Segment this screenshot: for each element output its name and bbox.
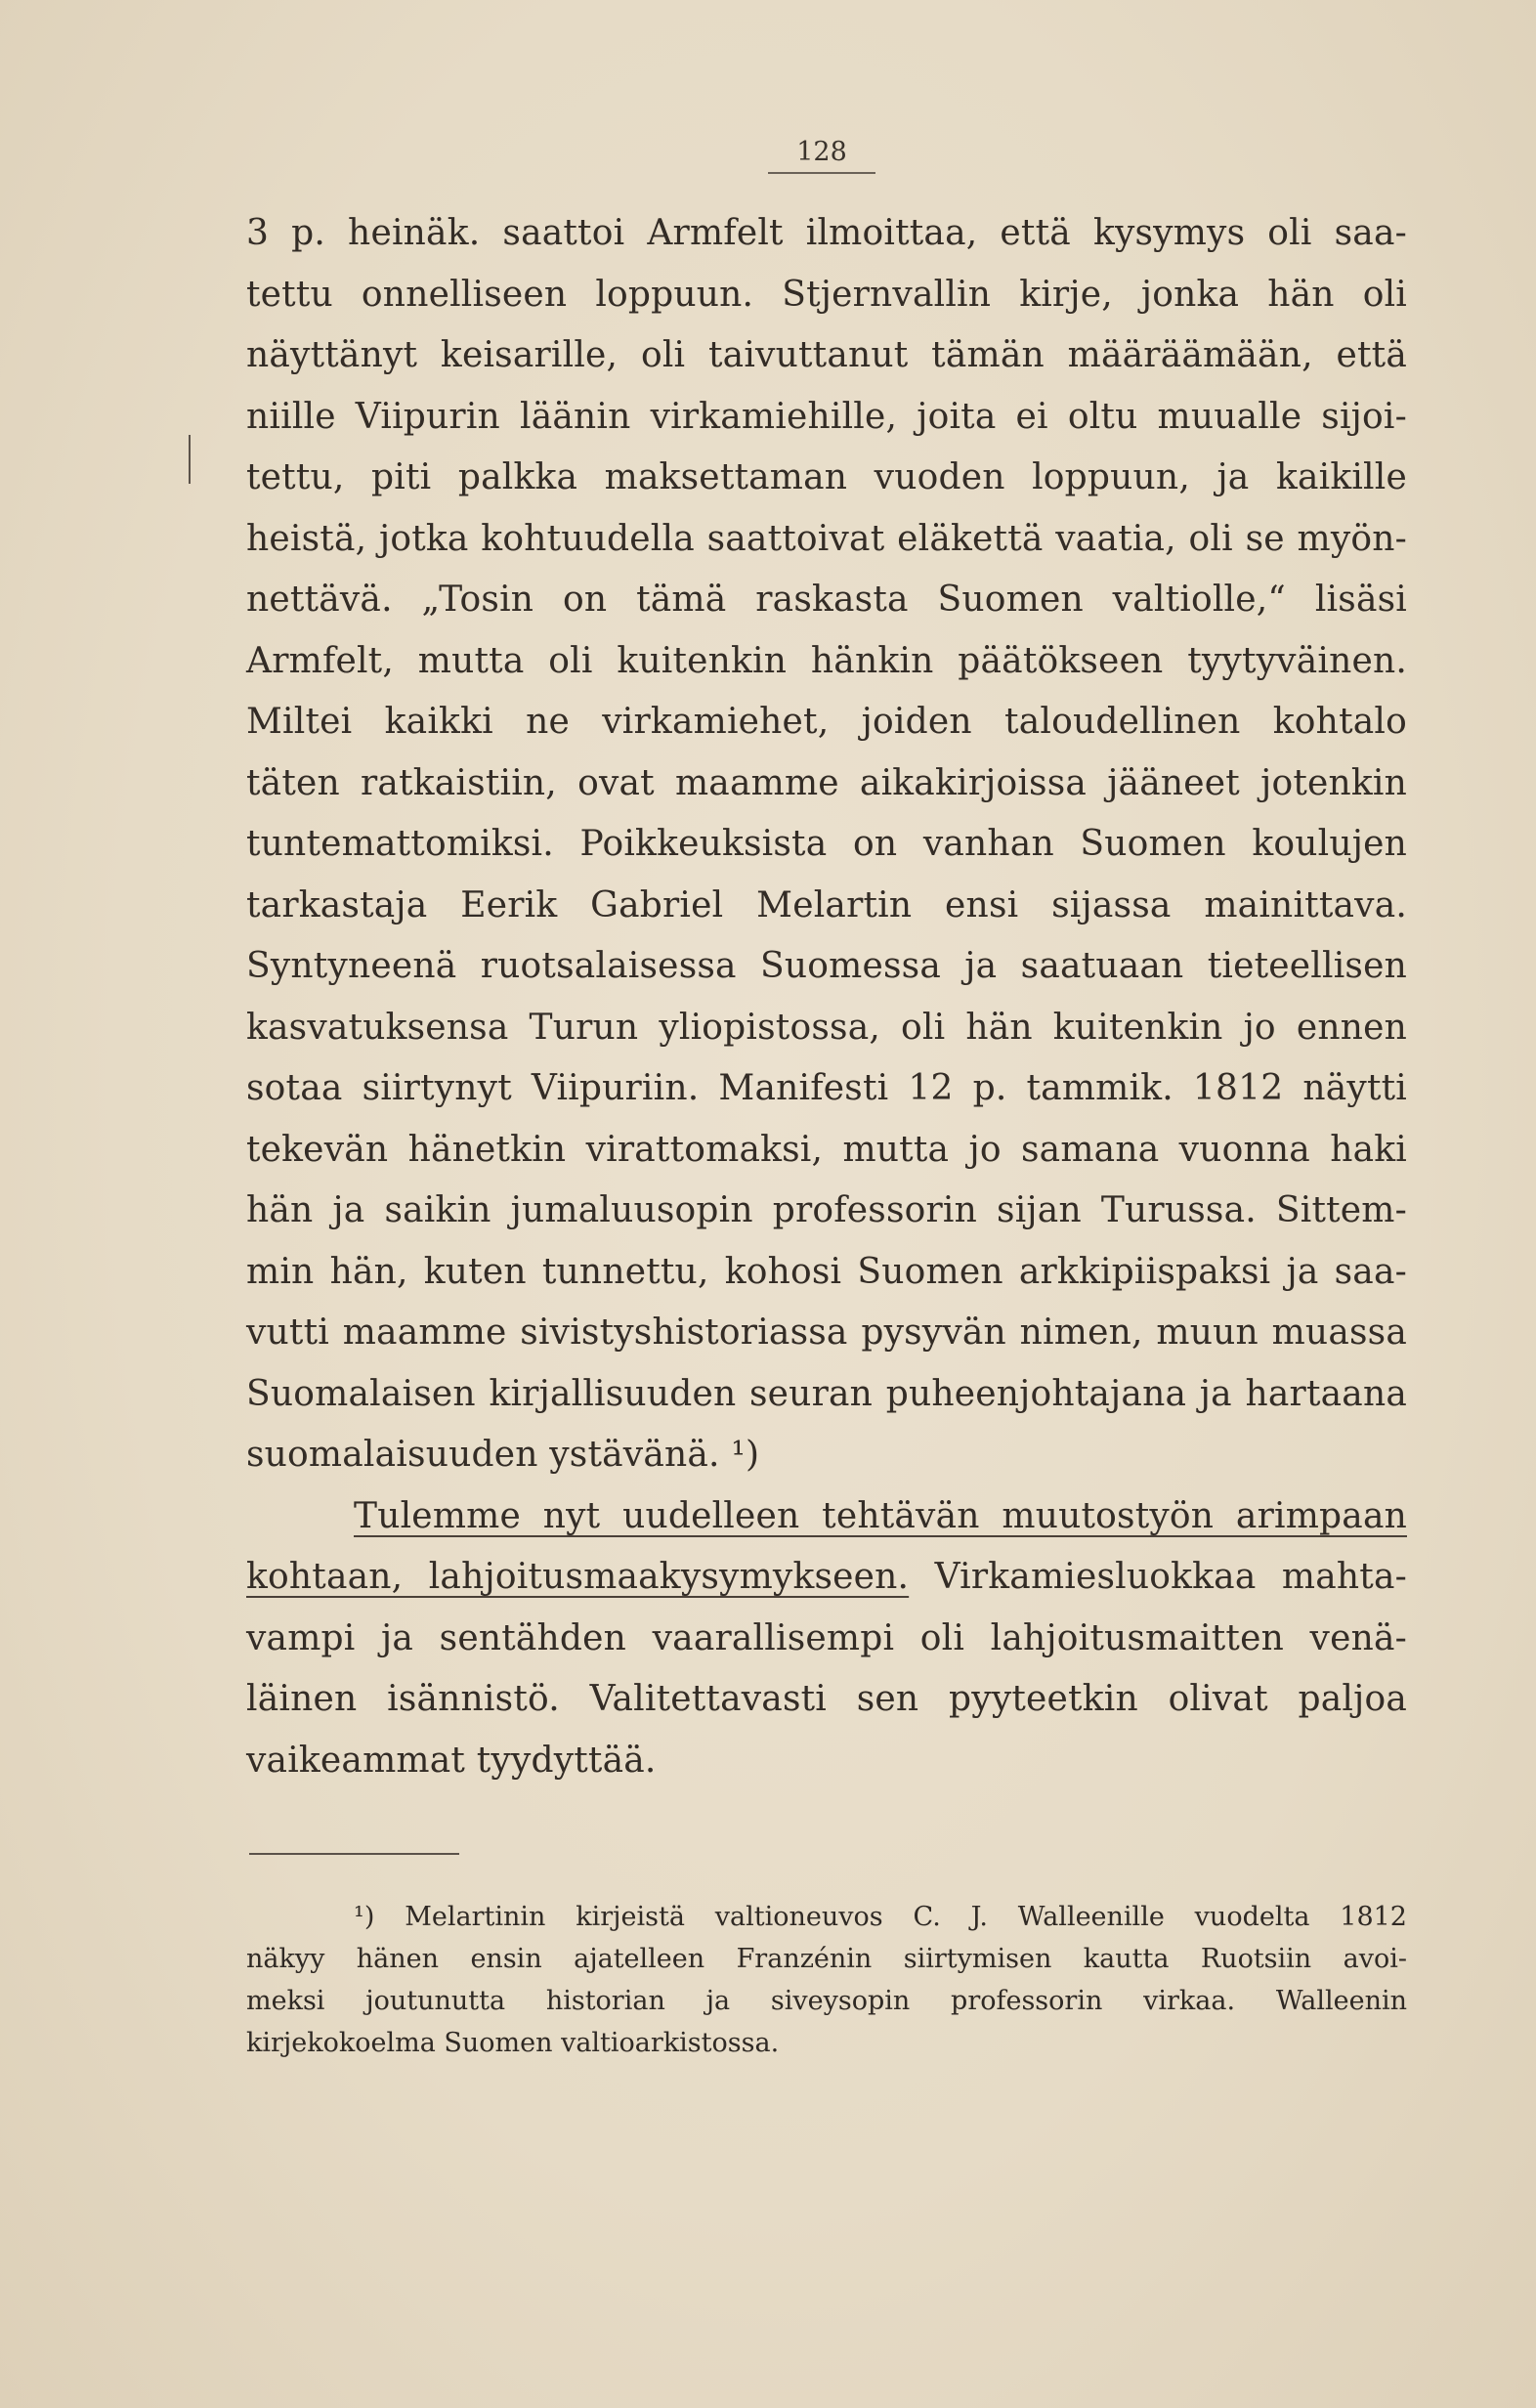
text-line-3: näyttänyt keisarille, oli taivuttanut tämän määräämään, että (246, 335, 1407, 375)
text-line-8: Armfelt, mutta oli kuitenkin hänkin päätökseen tyytyväinen. (246, 640, 1407, 681)
page-number: 128 (796, 137, 847, 167)
text-line-11: tuntemattomiksi. Poikkeuksista on vanhan Suomen koulujen (246, 824, 1407, 864)
text-line-13: Syntyneenä ruotsalaisessa Suomessa ja saatuaan tieteellisen (246, 946, 1407, 986)
paragraph2-line-1-text: Tulemme nyt uudelleen tehtävän muutostyön arimpaan (354, 1495, 1407, 1536)
text-line-17: hän ja saikin jumaluusopin professorin sijan Turussa. Sittem- (246, 1190, 1407, 1230)
text-line-19: vutti maamme sivistyshistoriassa pysyvän nimen, muun muassa (246, 1312, 1407, 1353)
text-line-2: tettu onnelliseen loppuun. Stjernvallin kirje, jonka hän oli (246, 274, 1407, 315)
text-line-14: kasvatuksensa Turun yliopistossa, oli hän kuitenkin jo ennen (246, 1007, 1407, 1048)
paragraph2-line-5: vaikeammat tyydyttää. (246, 1740, 657, 1781)
text-line-18: min hän, kuten tunnettu, kohosi Suomen arkkipiispaksi ja saa- (246, 1251, 1407, 1292)
footnote-line-1: ¹) Melartinin kirjeistä valtioneuvos C. J. Walleenille vuodelta 1812 (354, 1902, 1407, 1932)
text-line-15: sotaa siirtynyt Viipuriin. Manifesti 12 p. tammik. 1812 näytti (246, 1068, 1407, 1108)
underlined-phrase: kohtaan, lahjoitusmaakysymykseen. (246, 1557, 910, 1597)
paragraph2-line-1 (246, 1486, 1407, 1548)
text-line-21: suomalaisuuden ystävänä. ¹) (246, 1435, 760, 1475)
body-text (246, 203, 1407, 1791)
page-number-rule (768, 172, 875, 174)
text-line-10: täten ratkaistiin, ovat maamme aikakirjoissa jääneet jotenkin (246, 762, 1407, 803)
paragraph2-line-4: läinen isännistö. Valitettavasti sen pyyteetkin olivat paljoa (246, 1679, 1407, 1719)
footnote-rule (249, 1853, 459, 1855)
footnote-line-4: kirjekokoelma Suomen valtioarkistossa. (246, 2028, 780, 2058)
text-line-4: niille Viipurin läänin virkamiehille, joita ei oltu muualle sijoi- (246, 396, 1407, 437)
paragraph2-line-3: vampi ja sentähden vaarallisempi oli lahjoitusmaitten venä- (246, 1617, 1407, 1658)
text-line-12: tarkastaja Eerik Gabriel Melartin ensi sijassa mainittava. (246, 884, 1407, 925)
text-line-1: 3 p. heinäk. saattoi Armfelt ilmoittaa, että kysymys oli saa- (246, 213, 1407, 253)
text-line-6: heistä, jotka kohtuudella saattoivat eläkettä vaatia, oli se myön- (246, 518, 1407, 559)
text-line-5: tettu, piti palkka maksettaman vuoden loppuun, ja kaikille (246, 457, 1407, 497)
paragraph2-line-2 (246, 1547, 1407, 1609)
footnote (246, 1896, 1407, 2064)
text-line-9: Miltei kaikki ne virkamiehet, joiden taloudellinen kohtalo (246, 702, 1407, 742)
footnote-line-2: näkyy hänen ensin ajatelleen Franzénin siirtymisen kautta Ruotsiin avoi- (246, 1944, 1407, 1974)
text-line-7: nettävä. „Tosin on tämä raskasta Suomen valtiolle,“ lisäsi (246, 580, 1407, 620)
paragraph2-line-2-rest: Virkamiesluokkaa mahta- (909, 1557, 1407, 1597)
text-line-16: tekevän hänetkin virattomaksi, mutta jo samana vuonna haki (246, 1129, 1407, 1170)
footnote-line-3: meksi joutunutta historian ja siveysopin professorin virkaa. Walleenin (246, 1986, 1407, 2016)
margin-pencil-mark (189, 435, 191, 484)
text-line-20: Suomalaisen kirjallisuuden seuran puheenjohtajana ja hartaana (246, 1373, 1407, 1414)
